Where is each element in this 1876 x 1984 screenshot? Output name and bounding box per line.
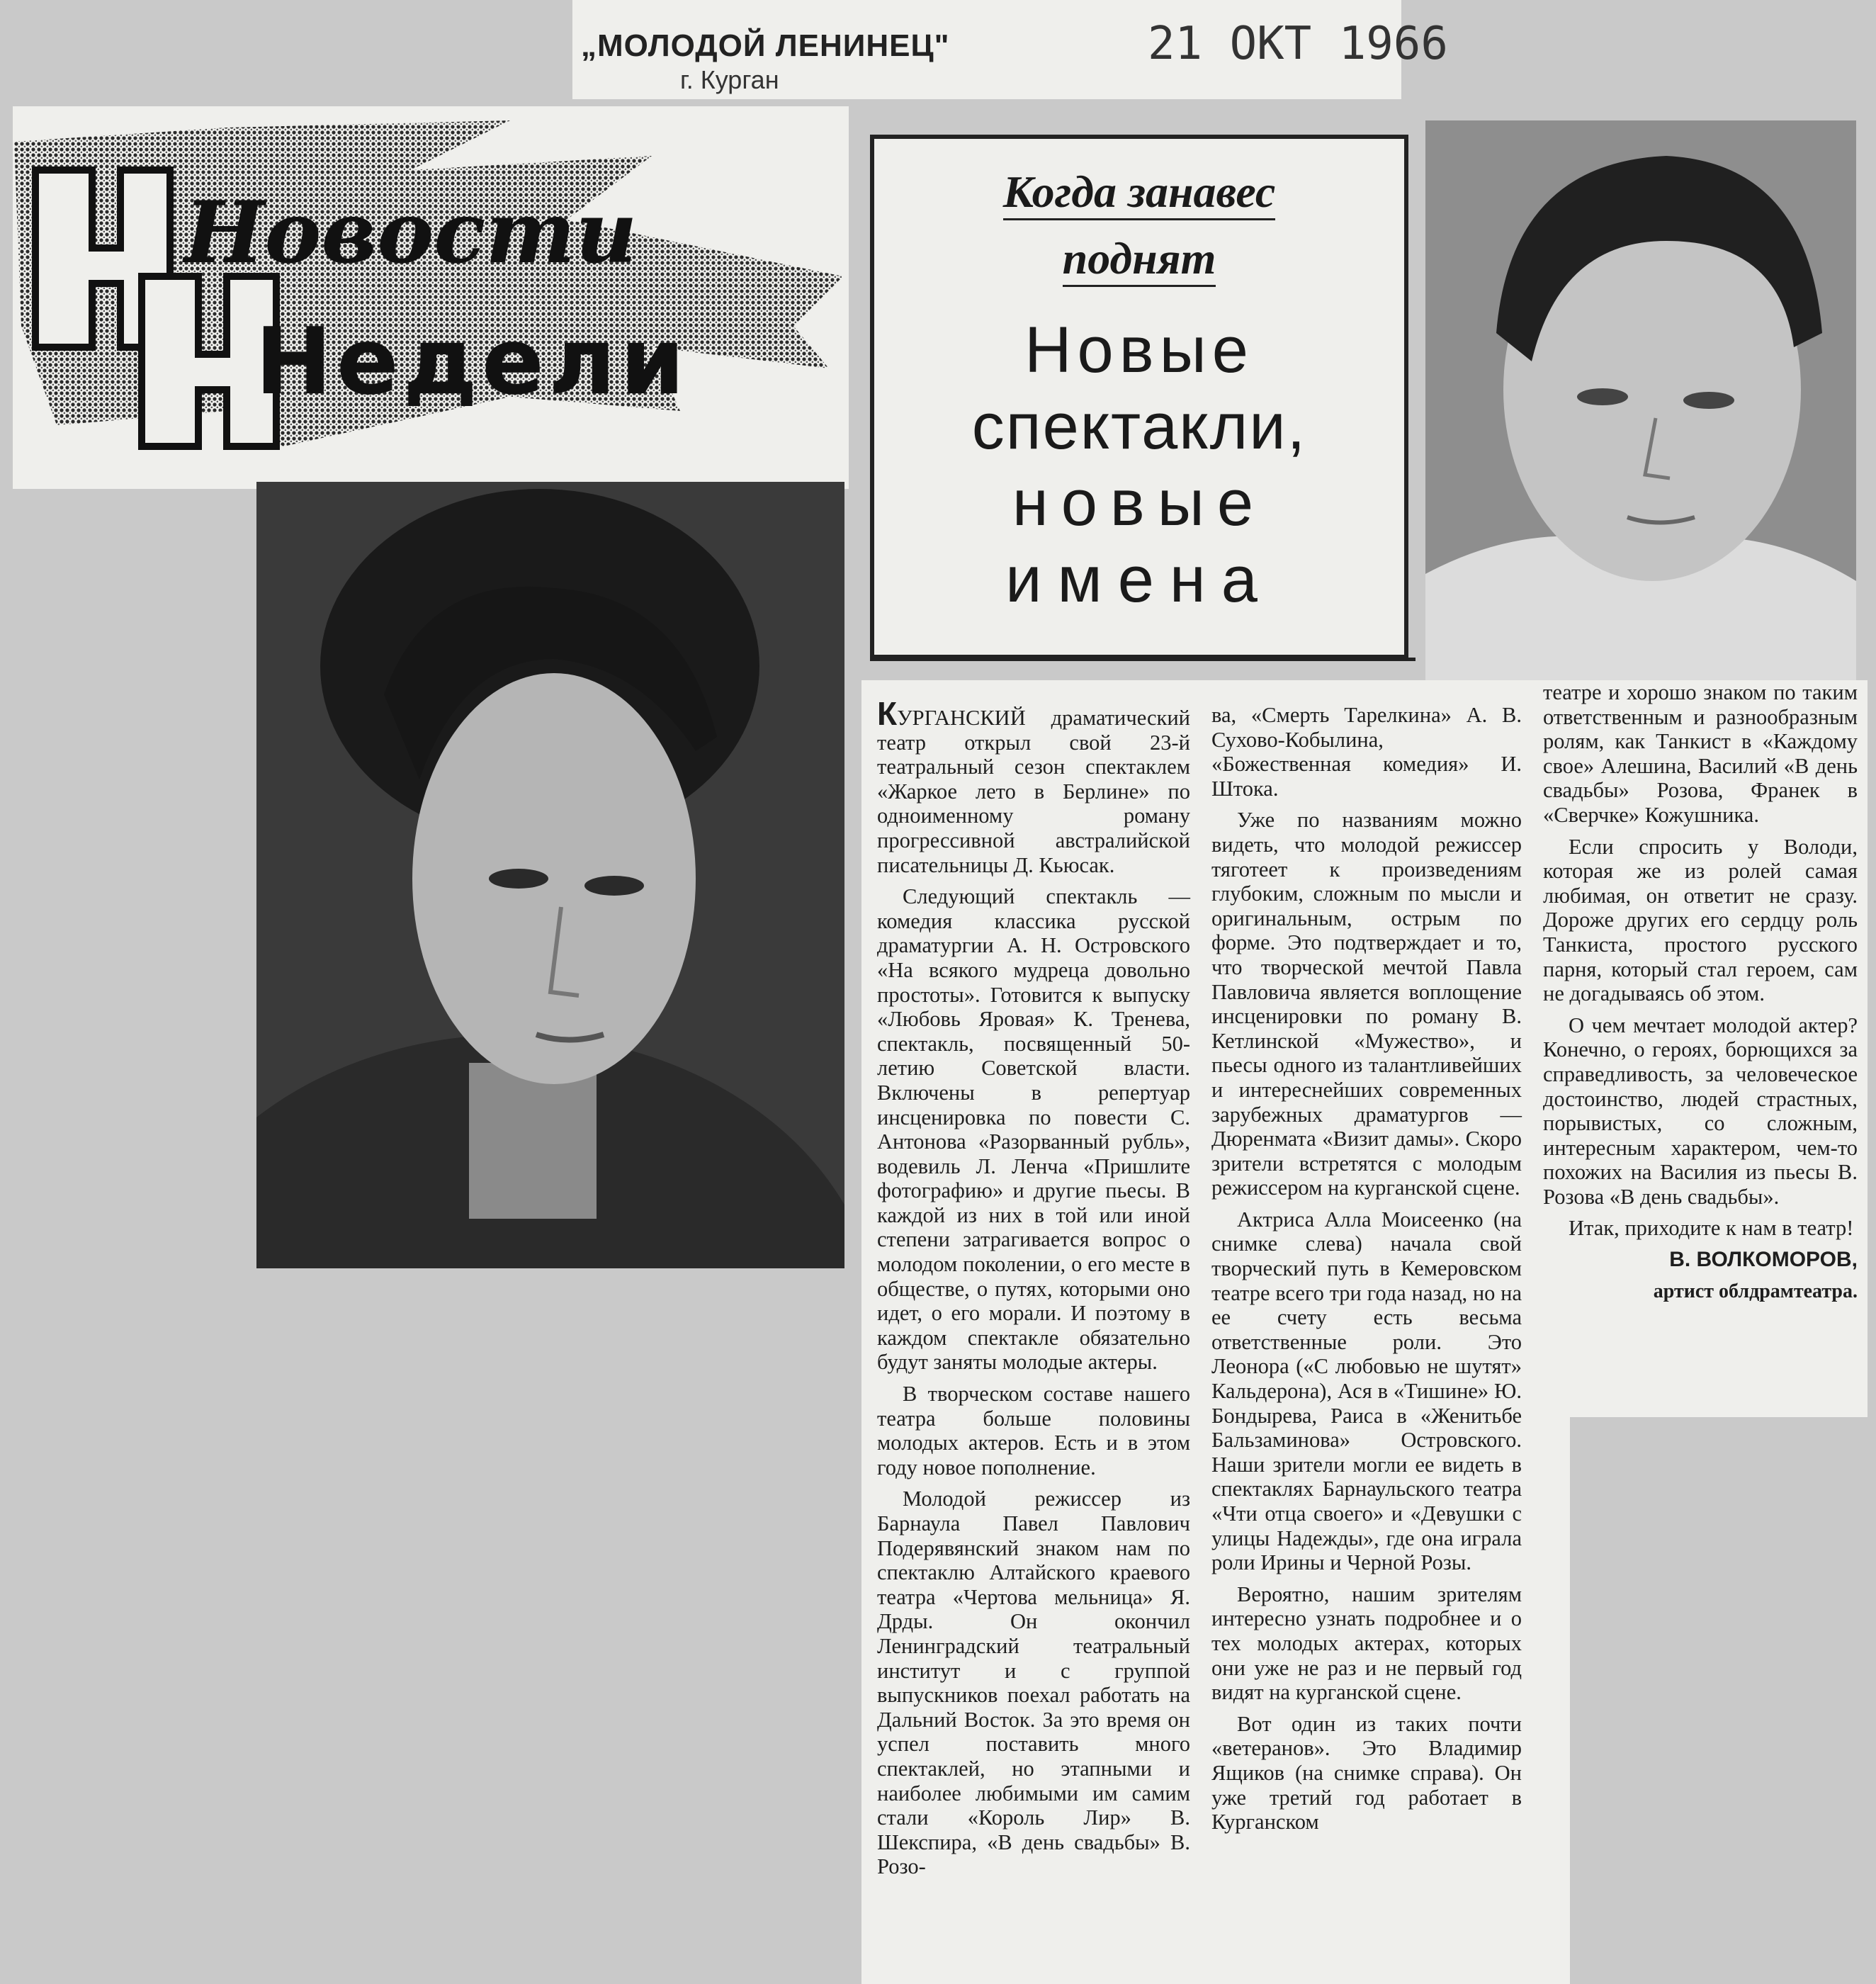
date-stamp: 21 ОКТ 1966 <box>1148 18 1448 70</box>
actor-portrait-photo <box>1425 120 1856 684</box>
banner-word-nedeli: Недели <box>255 308 689 415</box>
headline-box <box>870 135 1408 659</box>
paragraph: театре и хорошо знаком по таким ответственным и разнообразным ролям, как Танкист в «Каждому свое» Алешина, Василий «В день свадьбы» Розова, Франек в «Сверчке» Кожушника. <box>1543 680 1858 827</box>
banner-word-novosti: Новости <box>184 183 638 283</box>
kicker-line-2: поднят <box>1063 233 1216 287</box>
paragraph <box>877 695 1190 877</box>
paragraph: Уже по названиям можно видеть, что молодой режиссер тяготеет к произведениям глубоким, сложным по мысли и оригинальным, острым по форме. Это подтверждает и то, что творческой мечтой Павла Павловича является воплощение инсценировки по роману В. Кетлинской «Мужество», и пьесы одного из талантливейших и интереснейших современных зарубежных драматургов — Дюренмата «Визит дамы». Скоро зрители встретятся с молодым режиссером на курганской сцене. <box>1211 808 1522 1200</box>
paragraph: Если спросить у Володи, которая же из ролей самая любимая, он ответит не сразу. Дороже других его сердцу роль Танкиста, простого русского парня, который стал героем, сам не догадываясь об этом. <box>1543 834 1858 1006</box>
article-column-1 <box>877 695 1190 1978</box>
paragraph: Актриса Алла Моисеенко (на снимке слева) начала свой творческий путь в Кемеровском театре всего три года назад, но на ее счету есть весьма ответственные роли. Это Леонора («С любовью не шутят» Кальдерона), Ася в «Тишине» Ю. Бондырева, Раиса в «Женитьбе Бальзаминова» Островского. Наши зрители могли ее видеть в спектаклях Барнаульского театра «Чти отца своего» и «Девушки с улицы Надежды», где она играла роли Ирины и Черной Розы. <box>1211 1207 1522 1575</box>
paragraph: Молодой режиссер из Барнаула Павел Павлович Подерявянский знаком нам по спектаклю Алтайского краевого театра «Чертова мельница» Я. Дрды. Он окончил Ленинградский театральный институт и с группой выпускников поехал работать на Дальний Восток. За это время он успел поставить много спектаклей, но этапными и наиболее любимыми им самим стали «Король Лир» В. Шекспира, «В день свадьбы» В. Розо- <box>877 1487 1190 1879</box>
news-of-week-banner <box>14 113 843 453</box>
kicker-line-1: Когда занавес <box>1003 167 1276 220</box>
paragraph: О чем мечтает молодой актер? Конечно, о героях, борющихся за справедливость, за человеческое достоинство, людей страстных, порывистых, со сложным, интересным характером, чем-то похожих на Василия из пьесы В. Розова «В день свадьбы». <box>1543 1013 1858 1209</box>
author-signature: В. ВОЛКОМОРОВ, <box>1669 1248 1858 1272</box>
paragraph: Итак, приходите к нам в театр! <box>1569 1216 1854 1241</box>
paragraph-text: УРГАНСКИЙ драматический театр открыл свой 23-й театральный сезон спектаклем «Жаркое лето в Берлине» по одноименному роману прогрессивной австралийской писательницы Д. Кьюсак. <box>877 706 1190 877</box>
kicker-heading <box>888 159 1390 292</box>
newspaper-city: г. Курган <box>680 65 779 94</box>
newspaper-name: „МОЛОДОЙ ЛЕНИНЕЦ" <box>581 28 950 63</box>
paragraph: Следующий спектакль — комедия классика русской драматургии А. Н. Островского «На всякого мудреца довольно простоты». Готовится к выпуску «Любовь Яровая» К. Тренева, спектакль, посвященный 50-летию Советской власти. Включены в репертуар инсценировка по повести С. Антонова «Разорванный рубль», водевиль Л. Ленча «Пришлите фотографию» и другие пьесы. В каждой из них в той или иной степени затрагивается вопрос о молодом поколении, о его месте в обществе, о путях, которыми оно идет, о его морали. И поэтому в каждом спектакле обязательно будут заняты молодые актеры. <box>877 884 1190 1375</box>
article-column-3 <box>1543 680 1858 1389</box>
paragraph: ва, «Смерть Тарелкина» А. В. Сухово-Кобылина, «Божественная комедия» И. Штока. <box>1211 703 1522 801</box>
headline-line-3: новые <box>1012 467 1267 539</box>
headline-line-1: Новые <box>1024 314 1254 386</box>
paragraph: Вот один из таких почти «ветеранов». Это Владимир Ящиков (на снимке справа). Он уже третий год работает в Курганском <box>1211 1711 1522 1834</box>
article-column-2 <box>1211 703 1522 1978</box>
headline-rule <box>870 650 1416 661</box>
headline-line-4: имена <box>1005 543 1273 616</box>
drop-cap: К <box>877 695 898 732</box>
actress-portrait-photo <box>256 482 844 1268</box>
paragraph: Вероятно, нашим зрителям интересно узнать подробнее и о тех молодых актерах, которых они уже не раз и не первый год видят на курганской сцене. <box>1211 1582 1522 1705</box>
headline-line-2: спектакли, <box>971 390 1307 463</box>
faded-caption-strip <box>234 453 836 475</box>
author-role: артист облдрамтеатра. <box>1653 1280 1858 1302</box>
paragraph: В творческом составе нашего театра больше половины молодых актеров. Есть и в этом году новое пополнение. <box>877 1382 1190 1479</box>
main-headline <box>888 312 1390 618</box>
